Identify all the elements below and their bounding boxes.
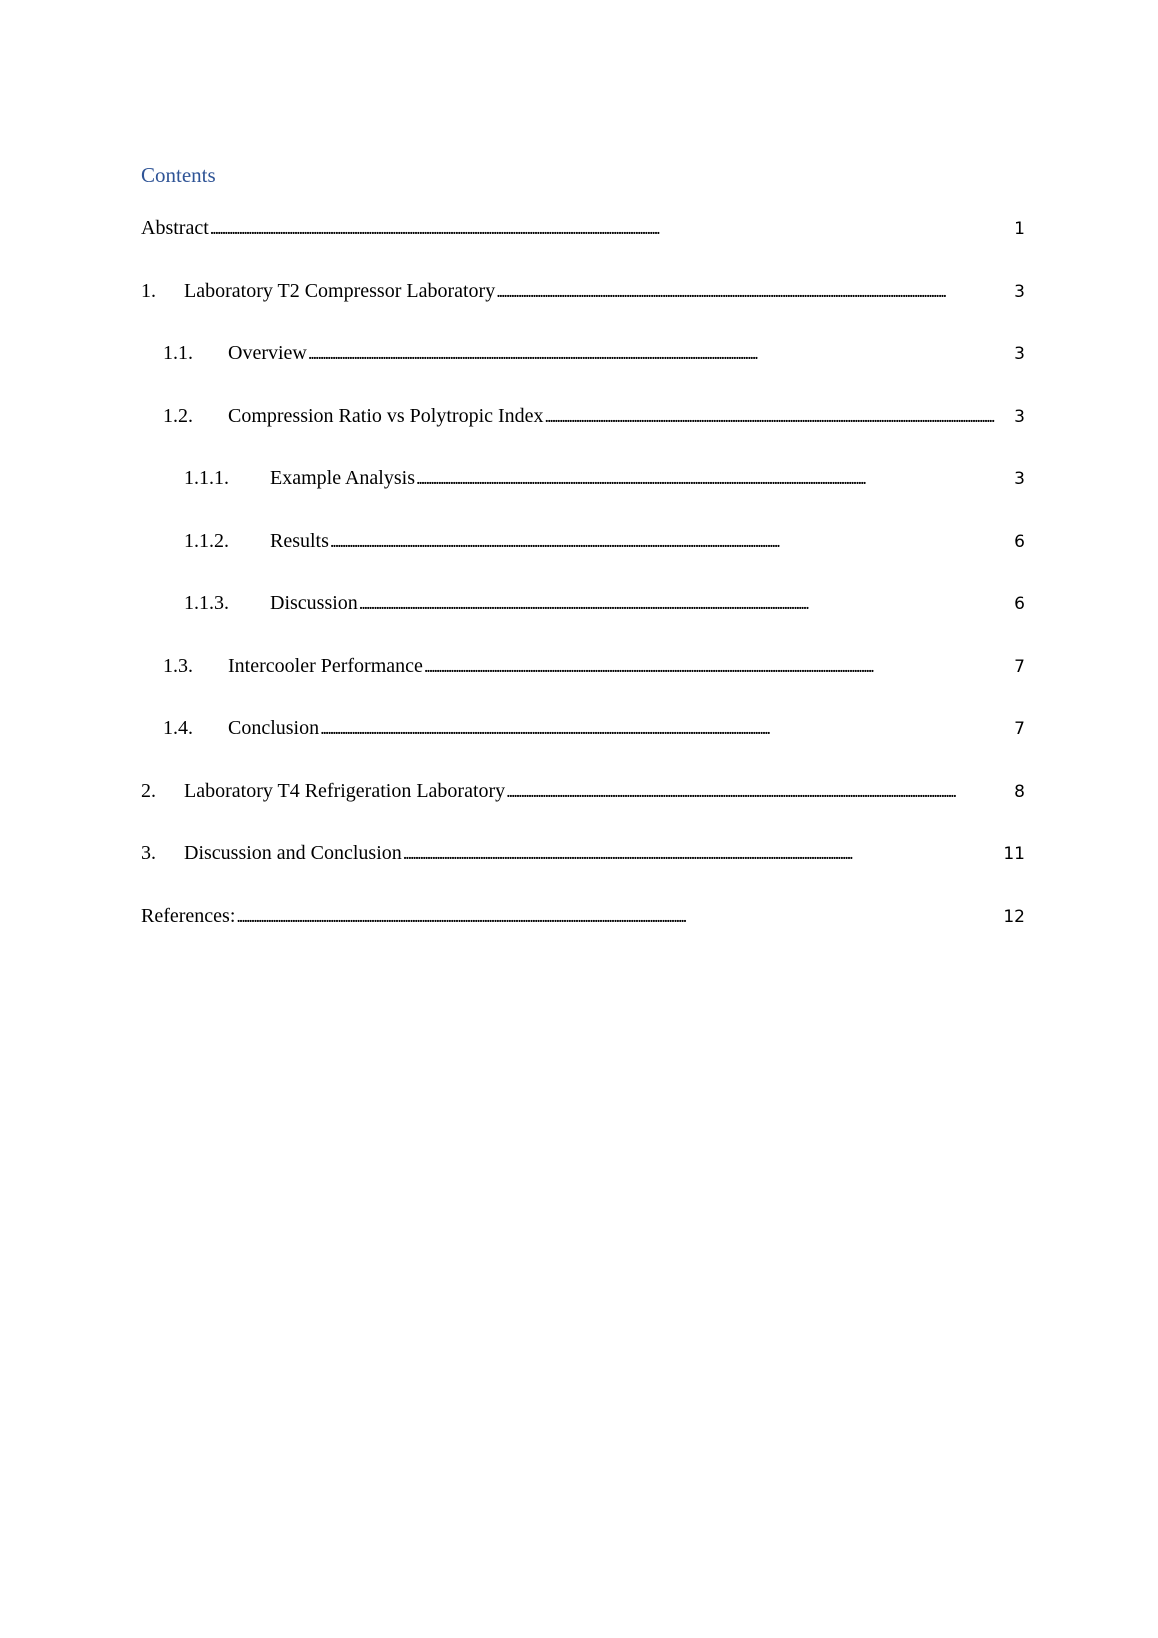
toc-entry-page: 11 [1003, 844, 1025, 864]
toc-entry-section-1-3[interactable] [141, 652, 1025, 680]
toc-entry-title: Conclusion [228, 717, 320, 739]
toc-entry-page: 3 [1014, 469, 1025, 489]
toc-entry-section-1-1-1[interactable] [141, 464, 1025, 492]
dot-leader [403, 839, 1003, 867]
toc-entry-number: 1.1.1. [184, 467, 229, 489]
toc-entry-number: 1.1.3. [184, 592, 229, 614]
toc-entry-page: 1 [1014, 219, 1025, 239]
toc-entry-section-1-1-3[interactable] [141, 589, 1025, 617]
dot-leader [330, 527, 1013, 555]
toc-entry-page: 6 [1014, 594, 1025, 614]
toc-entry-section-3[interactable] [141, 839, 1025, 867]
toc-entry-title: Abstract [141, 217, 209, 239]
toc-entry-abstract[interactable] [141, 214, 1025, 242]
dot-leader [308, 339, 1013, 367]
toc-entry-number: 1.3. [163, 655, 193, 677]
toc-entry-page: 6 [1014, 532, 1025, 552]
dot-leader [424, 652, 1013, 680]
dot-leader [496, 277, 1013, 305]
toc-entry-page: 3 [1014, 282, 1025, 302]
toc-entry-number: 3. [141, 842, 156, 864]
toc-entry-references[interactable] [141, 902, 1025, 930]
toc-entry-title: Laboratory T2 Compressor Laboratory [184, 280, 496, 302]
toc-entry-title: Compression Ratio vs Polytropic Index [228, 405, 544, 427]
toc-entry-page: 3 [1014, 344, 1025, 364]
toc-entry-section-1[interactable] [141, 277, 1025, 305]
toc-entry-page: 12 [1003, 907, 1025, 927]
toc-entry-title: Intercooler Performance [228, 655, 423, 677]
toc-entry-section-2[interactable] [141, 777, 1025, 805]
dot-leader [545, 402, 1014, 430]
toc-entry-page: 3 [1014, 407, 1025, 427]
dot-leader [416, 464, 1013, 492]
toc-entry-title: Overview [228, 342, 307, 364]
dot-leader [210, 214, 1013, 242]
toc-entry-section-1-1-2[interactable] [141, 527, 1025, 555]
toc-entry-page: 7 [1014, 657, 1025, 677]
toc-entry-number: 2. [141, 780, 156, 802]
dot-leader [506, 777, 1013, 805]
toc-entry-number: 1.1.2. [184, 530, 229, 552]
toc-entry-title: Results [270, 530, 329, 552]
toc-entry-title: References: [141, 905, 236, 927]
dot-leader [359, 589, 1013, 617]
dot-leader [236, 902, 1002, 930]
toc-entry-number: 1.1. [163, 342, 193, 364]
toc-entry-title: Discussion [270, 592, 358, 614]
toc-entry-page: 8 [1014, 782, 1025, 802]
toc-entry-section-1-1[interactable] [141, 339, 1025, 367]
toc-entry-number: 1.2. [163, 405, 193, 427]
toc-entry-title: Example Analysis [270, 467, 415, 489]
toc-heading: Contents [141, 163, 216, 187]
toc-entry-number: 1.4. [163, 717, 193, 739]
toc-entry-number: 1. [141, 280, 156, 302]
toc-entry-title: Discussion and Conclusion [184, 842, 402, 864]
toc-entry-section-1-2[interactable] [141, 402, 1025, 430]
toc-entry-title: Laboratory T4 Refrigeration Laboratory [184, 780, 506, 802]
toc-entry-page: 7 [1014, 719, 1025, 739]
toc-entry-section-1-4[interactable] [141, 714, 1025, 742]
dot-leader [320, 714, 1013, 742]
